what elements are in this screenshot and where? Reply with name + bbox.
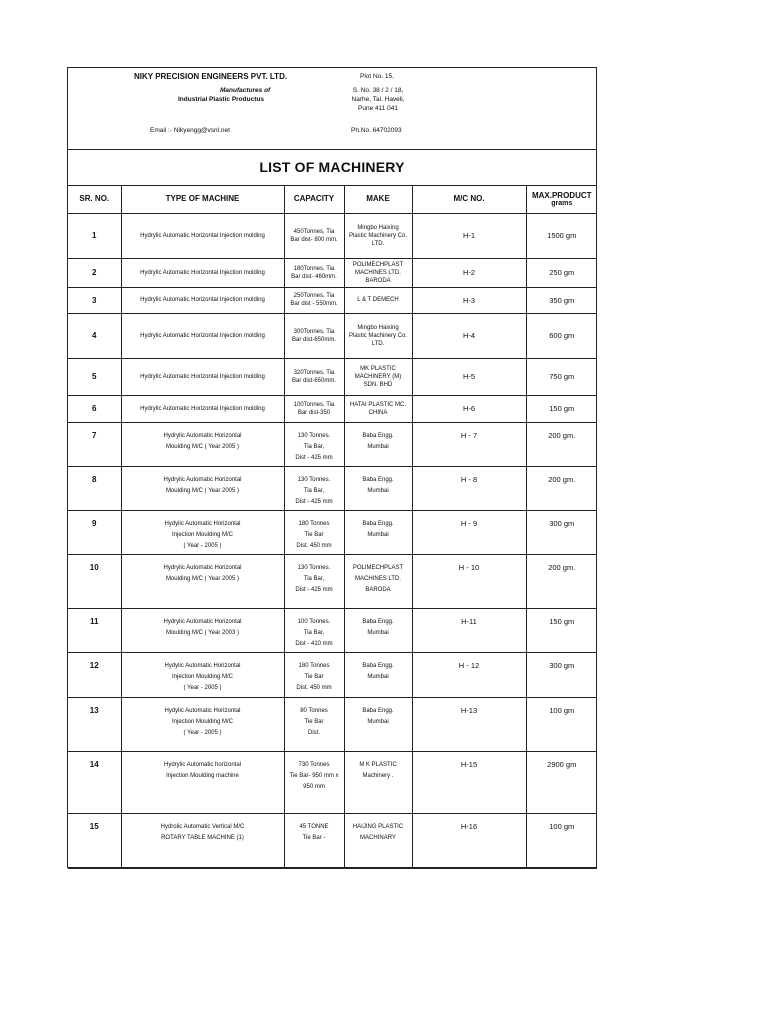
cell-capacity [284,287,344,313]
cell-max-product: 150 gm [526,608,597,652]
cell-capacity [284,213,344,258]
cell-line: M K PLASTIC [359,761,397,768]
cell-line: 450Tonnes, Tia [293,228,335,235]
cell-mc-no: H - 8 [412,466,526,510]
cell-line: Mumbai [367,629,389,636]
cell-sr-no: 4 [68,313,121,358]
header-type: TYPE OF MACHINE [121,185,284,213]
cell-line: Tie Bar- 950 mm x [289,772,339,779]
cell-capacity [284,510,344,554]
cell-line: Hydrylic Automatic Horizontal Injection molding [140,373,265,380]
cell-line: ( Year - 2005 ) [183,684,222,691]
cell-line: HATAI PLASTIC MC. [349,401,407,408]
cell-machine-type [121,813,284,868]
cell-mc-no: H-16 [412,813,526,868]
cell-machine-type [121,652,284,697]
company-name: NIKY PRECISION ENGINEERS PVT. LTD. [134,72,288,81]
cell-line: Moulding M/C ( Year 2005 ) [165,575,240,582]
cell-sr-no: 15 [68,813,121,868]
cell-line: Bar dist-650mm. [291,336,336,343]
cell-mc-no: H-13 [412,697,526,751]
cell-capacity [284,751,344,813]
cell-line: Dist. [308,729,320,736]
cell-max-product: 1500 gm [526,213,597,258]
cell-machine-type [121,697,284,751]
cell-line: Plastic Machinery Co. [348,232,408,239]
table-row [68,751,597,813]
cell-line: 180 Tonnes [298,520,330,527]
cell-sr-no: 12 [68,652,121,697]
cell-mc-no: H - 7 [412,422,526,466]
cell-line: Mumbai [367,487,389,494]
cell-line: 100 Tonnes. [297,618,331,625]
cell-line: Plastic Machinery Co. [348,332,408,339]
cell-make [344,697,412,751]
cell-line: Hydylic Automatic Horizontal [164,662,241,669]
cell-line: Injection Moulding M/C [171,718,234,725]
cell-line: 730 Tonnes [298,761,330,768]
cell-line: Dist - 425 mm [295,498,333,505]
header-max-label: MAX.PRODUCT [531,190,592,200]
address-line: Pune 411 041 [358,105,398,112]
cell-make [344,287,412,313]
cell-line: Injection Moulding machine [166,772,239,779]
cell-capacity [284,466,344,510]
cell-machine-type [121,358,284,395]
cell-line: Baba Engg. [362,662,394,669]
cell-make [344,213,412,258]
cell-line: BARODA [365,586,391,593]
cell-line: Tie Bar [304,673,324,680]
table-row [68,813,597,868]
cell-line: Bar dist- 460mm. [291,273,337,280]
table-row [68,287,597,313]
cell-capacity [284,697,344,751]
cell-line: Hydrylic Automatic Horizontal Injection molding [140,405,265,412]
cell-make [344,258,412,287]
cell-make [344,813,412,868]
cell-line: Baba Engg. [362,618,394,625]
cell-mc-no: H-1 [412,213,526,258]
cell-line: MK PLASTIC [360,365,396,372]
company-tagline: Manufactures of [220,87,271,94]
cell-line: SDN. BHD [363,381,393,388]
cell-line: Mingbo Haixing [357,324,399,331]
cell-line: MACHINES LTD. [355,575,401,582]
cell-line: Hydrylic Automatic Horizontal Injection molding [140,232,265,239]
table-row [68,466,597,510]
address-line: S. No. 38 / 2 / 18, [352,87,404,94]
cell-max-product: 300 gm [526,510,597,554]
cell-sr-no: 9 [68,510,121,554]
cell-line: Dist - 410 mm [295,640,333,647]
cell-max-product: 200 gm. [526,554,597,608]
cell-line: LTD. [371,340,385,347]
company-products: Industrial Plastic Productus [178,96,264,103]
cell-make [344,510,412,554]
cell-line: POLIMECHPLAST [352,564,404,571]
cell-line: Hydrylic Automatic Horizontal Injection molding [140,332,265,339]
cell-mc-no: H-2 [412,258,526,287]
cell-line: Injection Moulding M/C [171,673,234,680]
cell-mc-no: H-6 [412,395,526,422]
document-title: LIST OF MACHINERY [259,159,405,175]
cell-line: Hydylic Automatic Horizontal [164,520,241,527]
cell-machine-type [121,554,284,608]
cell-line: Tia Bar, [303,487,325,494]
cell-max-product: 100 gm [526,813,597,868]
cell-line: Baba Engg. [362,432,394,439]
cell-line: Tia Bar, [303,629,325,636]
cell-line: Tia Bar, [303,443,325,450]
cell-capacity [284,395,344,422]
cell-line: Mumbai [367,673,389,680]
header-capacity: CAPACITY [284,185,344,213]
cell-line: Baba Engg. [362,707,394,714]
cell-sr-no: 1 [68,213,121,258]
cell-make [344,608,412,652]
cell-machine-type [121,608,284,652]
cell-mc-no: H-11 [412,608,526,652]
cell-line: Tia Bar, [303,575,325,582]
cell-capacity [284,608,344,652]
cell-sr-no: 10 [68,554,121,608]
machinery-table [68,185,597,869]
cell-line: Bar dist-650mm. [291,377,336,384]
address-line: Plot No. 15, [360,73,394,80]
cell-line: Hydrylic Automatic Horizontal [163,476,242,483]
cell-line: Hydrylic Automatic Horizontal Injection molding [140,297,265,303]
cell-line: Hydrylic Automatic Horizontal [163,432,242,439]
cell-line: Hydrylic Automatic Horizontal [163,618,242,625]
cell-line: Bar dist-350 [297,409,331,416]
cell-line: ( Year - 2005 ) [183,729,222,736]
cell-machine-type [121,751,284,813]
cell-max-product: 300 gm [526,652,597,697]
cell-sr-no: 3 [68,287,121,313]
cell-line: ( Year - 2005 ) [183,542,222,549]
cell-make [344,652,412,697]
cell-sr-no: 14 [68,751,121,813]
cell-line: Dist. 450 mm [296,684,332,691]
cell-line: Mingbo Haixing [357,224,399,231]
cell-line: L & T DEMECH [357,297,399,303]
cell-make [344,313,412,358]
cell-max-product: 250 gm [526,258,597,287]
cell-sr-no: 8 [68,466,121,510]
cell-make [344,466,412,510]
cell-max-product: 2900 gm [526,751,597,813]
table-header-row [68,185,597,213]
cell-line: Hydylic Automatic Horizontal [164,707,241,714]
cell-line: Tie Bar [304,531,324,538]
cell-line: Dist - 425 mm [295,454,333,461]
cell-mc-no: H-5 [412,358,526,395]
cell-line: Mumbai [367,443,389,450]
header-sr-no: SR. NO. [68,185,121,213]
table-row [68,358,597,395]
table-row [68,510,597,554]
cell-max-product: 100 gm [526,697,597,751]
cell-line: Dist. 450 mm [296,542,332,549]
table-row [68,422,597,466]
table-row [68,395,597,422]
cell-line: Injection Moulding M/C [171,531,234,538]
cell-line: Bar dist- 800 mm. [290,236,338,243]
cell-line: Mumbai [367,531,389,538]
cell-line: 950 mm [303,783,325,790]
cell-max-product: 200 gm. [526,422,597,466]
table-row [68,313,597,358]
cell-line: Hydrolic Automatic Vertical M/C [160,823,245,830]
cell-max-product: 150 gm [526,395,597,422]
cell-line: Mumbai [367,718,389,725]
cell-line: Moulding M/C ( Year 2005 ) [165,487,240,494]
cell-line: Machinery . [362,772,394,779]
cell-make [344,422,412,466]
cell-line: Bar dist - 550mm. [290,301,338,307]
cell-line: Moulding M/C ( Year 2005 ) [165,443,240,450]
cell-line: POLIMECHPLAST [352,261,404,268]
cell-mc-no: H-15 [412,751,526,813]
cell-capacity [284,258,344,287]
cell-line: Tie Bar - [302,834,326,841]
cell-make [344,751,412,813]
cell-line: 180 Tonnes [298,662,330,669]
cell-mc-no: H-3 [412,287,526,313]
cell-line: 320Tonnes, Tia [293,369,335,376]
cell-line: 100Tonnes, Tia [293,401,335,408]
cell-line: Baba Engg. [362,520,394,527]
cell-machine-type [121,313,284,358]
cell-max-product: 350 gm [526,287,597,313]
company-header [68,68,596,150]
cell-line: 45 TONNE [299,823,329,830]
cell-machine-type [121,258,284,287]
cell-max-product: 200 gm. [526,466,597,510]
address-line: Narhe, Tal. Haveli, [351,96,405,103]
cell-capacity [284,358,344,395]
cell-machine-type [121,422,284,466]
cell-line: Baba Engg. [362,476,394,483]
cell-line: Tie Bar [304,718,324,725]
cell-line: Hydrylic Automatic Horizontal [163,564,242,571]
cell-line: MACHINERY (M) [354,373,402,380]
cell-line: 250Tonnes, Tia [293,293,335,299]
cell-line: CHINA [368,409,388,416]
cell-capacity [284,554,344,608]
cell-sr-no: 11 [68,608,121,652]
table-row [68,213,597,258]
cell-capacity [284,813,344,868]
cell-line: 130 Tonnes. [297,564,331,571]
cell-capacity [284,652,344,697]
cell-line: LTD. [371,240,385,247]
cell-capacity [284,313,344,358]
cell-line: BARODA [365,277,391,284]
document-title-bar [68,149,596,186]
cell-sr-no: 13 [68,697,121,751]
cell-sr-no: 7 [68,422,121,466]
cell-line: Hydrylic Automatic Horizontal Injection molding [140,269,265,276]
cell-sr-no: 6 [68,395,121,422]
cell-machine-type [121,287,284,313]
cell-mc-no: H - 10 [412,554,526,608]
cell-line: MACHINARY [360,834,396,841]
cell-line: 80 Tonnes [300,707,328,714]
table-row [68,652,597,697]
header-max-unit: grams [551,199,573,207]
cell-line: Hydrylic Automatic horizontal [163,761,242,768]
table-row [68,554,597,608]
cell-capacity [284,422,344,466]
cell-mc-no: H - 9 [412,510,526,554]
cell-sr-no: 5 [68,358,121,395]
table-row [68,608,597,652]
cell-line: Moulding M/C ( Year 2003 ) [165,629,240,636]
table-row [68,697,597,751]
cell-line: 130 Tonnes. [297,476,331,483]
cell-mc-no: H-4 [412,313,526,358]
header-mc-no: M/C NO. [412,185,526,213]
cell-make [344,554,412,608]
cell-line: Dist - 425 mm [295,586,333,593]
company-phone: Ph.No. 64702093 [351,127,402,134]
cell-machine-type [121,466,284,510]
cell-line: ROTARY TABLE MACHINE (1) [161,834,244,841]
cell-line: 180Tonnes, Tia [293,265,335,272]
cell-max-product: 750 gm [526,358,597,395]
cell-sr-no: 2 [68,258,121,287]
cell-mc-no: H - 12 [412,652,526,697]
cell-make [344,395,412,422]
cell-machine-type [121,510,284,554]
cell-line: 300Tonnes, Tia [293,328,335,335]
cell-make [344,358,412,395]
header-max-product [526,185,597,213]
header-make: MAKE [344,185,412,213]
cell-line: HAIJING PLASTIC [352,823,404,830]
cell-max-product: 600 gm [526,313,597,358]
cell-line: 130 Tonnes. [297,432,331,439]
table-row [68,258,597,287]
machinery-sheet [67,67,597,868]
company-email: Email :- Nikyengg@vsnl.net [150,127,230,134]
cell-machine-type [121,213,284,258]
cell-line: MACHINES LTD. [355,269,401,276]
cell-machine-type [121,395,284,422]
